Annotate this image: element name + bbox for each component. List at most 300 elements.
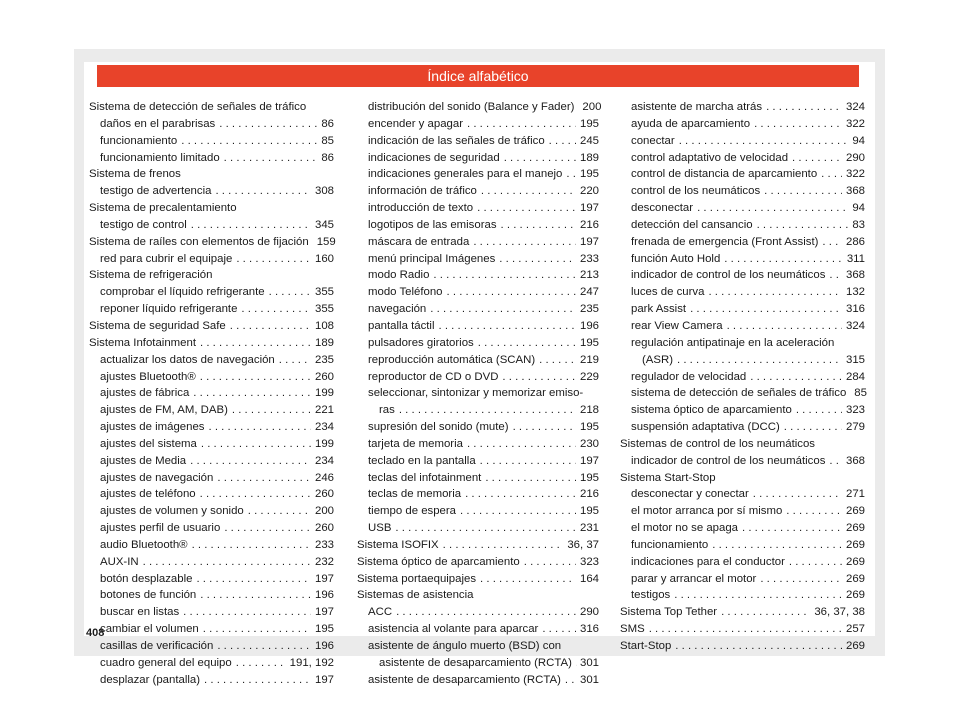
index-entry-label: ayuda de aparcamiento — [631, 117, 751, 130]
index-entry-label: teclado en la pantalla — [368, 454, 476, 467]
dot-leader — [443, 537, 564, 554]
index-entry — [357, 486, 599, 503]
index-entry — [357, 638, 599, 655]
index-entry-page: 345 — [314, 218, 334, 231]
index-entry-label: modo Teléfono — [368, 286, 443, 299]
index-entry-label: funcionamiento limitado — [100, 151, 220, 164]
dot-leader — [480, 453, 576, 470]
index-entry-label: funcionamiento — [100, 134, 178, 147]
dot-leader — [200, 587, 311, 604]
index-entry-label: Sistema portaequipajes — [357, 572, 477, 585]
index-entry-label: testigo de advertencia — [100, 185, 212, 198]
index-entry-label: sistema óptico de aparcamiento — [631, 404, 792, 417]
index-entry — [89, 116, 334, 133]
dot-leader — [792, 150, 842, 167]
index-entry — [620, 385, 865, 402]
dot-leader — [829, 267, 842, 284]
index-entry — [89, 520, 334, 537]
index-entry-label: pulsadores giratorios — [368, 336, 474, 349]
index-entry-page: 195 — [579, 168, 599, 181]
index-entry-label: ajustes perfil de usuario — [100, 522, 221, 535]
index-entry — [89, 369, 334, 386]
index-entry — [89, 150, 334, 167]
index-entry — [357, 587, 599, 604]
index-entry-page: 86 — [321, 117, 334, 130]
index-entry — [620, 470, 865, 487]
index-entry — [620, 520, 865, 537]
index-entry-page: 315 — [845, 353, 865, 366]
index-entry — [357, 470, 599, 487]
index-entry-page: 196 — [579, 319, 599, 332]
index-entry — [89, 318, 334, 335]
index-entry-page: 132 — [845, 286, 865, 299]
index-entry-label: ajustes de Media — [100, 454, 187, 467]
index-entry-page: 246 — [314, 471, 334, 484]
index-entry-label: asistente de marcha atrás — [631, 101, 763, 113]
index-entry-page: 316 — [845, 303, 865, 316]
index-entry-label: información de tráfico — [368, 185, 477, 198]
index-entry-page: 197 — [314, 572, 334, 585]
index-entry-label: Sistema ISOFIX — [357, 538, 439, 551]
index-entry-page: 247 — [579, 286, 599, 299]
index-entry-label: detección del cansancio — [631, 218, 753, 231]
dot-leader — [539, 352, 576, 369]
index-entry-page: 197 — [314, 606, 334, 619]
index-entry-label: SMS — [620, 623, 645, 636]
dot-leader — [200, 369, 311, 386]
index-entry-page: 269 — [845, 589, 865, 602]
index-entry-page: 36, 37 — [567, 538, 599, 551]
index-entry-page: 196 — [314, 640, 334, 652]
index-entry-page: 216 — [579, 488, 599, 501]
index-entry — [620, 150, 865, 167]
dot-leader — [217, 638, 311, 655]
index-entry-label: botón desplazable — [100, 572, 193, 585]
index-entry-page: 324 — [845, 319, 865, 332]
index-entry-page: 231 — [579, 522, 599, 535]
index-entry-label: indicación de las señales de tráfico — [368, 134, 545, 147]
index-entry-label: parar y arrancar el motor — [631, 572, 757, 585]
index-entry-page: 216 — [579, 218, 599, 231]
index-entry-page: 368 — [845, 185, 865, 198]
index-entry-page: 269 — [845, 522, 865, 535]
dot-leader — [750, 369, 842, 386]
index-entry-page: 195 — [579, 117, 599, 130]
index-entry-label: desconectar y conectar — [631, 488, 749, 501]
index-entry — [620, 99, 865, 116]
index-entry-label: distribución del sonido (Balance y Fader) — [368, 101, 575, 113]
dot-leader — [480, 571, 576, 588]
index-entry-label: regulación antipatinaje en la aceleración — [631, 336, 835, 349]
index-entry — [89, 234, 334, 251]
index-entry-page: 94 — [852, 134, 865, 147]
dot-leader — [241, 301, 311, 318]
dot-leader — [674, 587, 842, 604]
index-entry-page: 200 — [314, 505, 334, 518]
index-entry-label: tiempo de espera — [368, 505, 457, 518]
index-entry — [89, 587, 334, 604]
index-entry — [357, 520, 599, 537]
index-entry — [357, 335, 599, 352]
index-entry-page: 308 — [314, 185, 334, 198]
index-entry — [89, 672, 334, 689]
index-entry — [89, 621, 334, 638]
index-entry-label: red para cubrir el equipaje — [100, 252, 233, 265]
index-entry — [357, 99, 602, 116]
dot-leader — [200, 335, 311, 352]
index-entry-label: seleccionar, sintonizar y memorizar emiso- — [368, 387, 584, 400]
dot-leader — [269, 284, 311, 301]
index-entry — [620, 604, 865, 621]
index-entry-page: 324 — [845, 101, 865, 113]
index-entry-page: 218 — [579, 404, 599, 417]
index-entry-label: teclas de memoria — [368, 488, 462, 501]
index-entry-page: 271 — [845, 488, 865, 501]
index-entry-label: cuadro general del equipo — [100, 656, 232, 669]
index-entry-label: Sistema Top Tether — [620, 606, 718, 619]
index-entry — [89, 200, 334, 217]
dot-leader — [764, 183, 842, 200]
dot-leader — [753, 486, 842, 503]
index-entry — [620, 503, 865, 520]
dot-leader — [230, 318, 311, 335]
index-entry-page: 355 — [314, 303, 334, 316]
dot-leader — [183, 604, 311, 621]
index-entry-label: ajustes de FM, AM, DAB) — [100, 404, 228, 417]
dot-leader — [467, 116, 576, 133]
dot-leader — [786, 503, 842, 520]
dot-leader — [473, 234, 576, 251]
index-entry-label: daños en el parabrisas — [100, 117, 216, 130]
index-entry-page: 221 — [314, 404, 334, 417]
dot-leader — [754, 116, 842, 133]
index-entry-label: ajustes de navegación — [100, 471, 214, 484]
index-entry-label: ajustes Bluetooth® — [100, 370, 196, 383]
index-entry-label: desconectar — [631, 202, 694, 215]
index-entry — [357, 284, 599, 301]
dot-leader — [201, 436, 311, 453]
index-entry-page: 108 — [314, 319, 334, 332]
index-entry — [89, 571, 334, 588]
index-entry — [357, 419, 599, 436]
index-entry-page: 229 — [579, 370, 599, 383]
dot-leader — [499, 251, 576, 268]
dot-leader — [203, 621, 311, 638]
index-entry-label: conectar — [631, 134, 675, 147]
index-entry — [620, 571, 865, 588]
index-entry — [89, 486, 334, 503]
index-entry-page: 189 — [314, 336, 334, 349]
index-entry — [89, 335, 334, 352]
index-entry-label: funcionamiento — [631, 538, 709, 551]
index-entry — [89, 638, 334, 655]
dot-leader — [822, 234, 842, 251]
dot-leader — [565, 672, 576, 689]
index-entry-label: Start-Stop — [620, 640, 672, 652]
index-entry — [357, 621, 599, 638]
index-entry-label: comprobar el líquido refrigerante — [100, 286, 265, 299]
dot-leader — [549, 133, 576, 150]
dot-leader — [192, 537, 311, 554]
index-entry — [620, 402, 865, 419]
index-entry-label: Sistema de seguridad Safe — [89, 319, 226, 332]
index-entry — [620, 116, 865, 133]
dot-leader — [395, 520, 576, 537]
index-entry-label: casillas de verificación — [100, 640, 214, 652]
index-entry — [620, 419, 865, 436]
index-entry-page: 355 — [314, 286, 334, 299]
index-entry-label: control de los neumáticos — [631, 185, 761, 198]
index-entry — [357, 436, 599, 453]
index-entry-label: Sistemas de asistencia — [357, 589, 474, 602]
dot-leader — [677, 352, 842, 369]
dot-leader — [766, 99, 842, 116]
index-entry-label: luces de curva — [631, 286, 705, 299]
index-entry-label: testigos — [631, 589, 671, 602]
index-entry-label: ajustes de fábrica — [100, 387, 190, 400]
index-entry-page: 230 — [579, 437, 599, 450]
index-entry — [620, 234, 865, 251]
index-entry-label: encender y apagar — [368, 117, 463, 130]
dot-leader — [757, 217, 849, 234]
index-entry-page: 233 — [314, 538, 334, 551]
dot-leader — [712, 537, 842, 554]
index-entry-label: desplazar (pantalla) — [100, 673, 201, 686]
index-entry-label: indicaciones de seguridad — [368, 151, 500, 164]
index-entry-label: indicaciones generales para el manejo — [368, 168, 563, 181]
index-entry-label: Sistema de raíles con elementos de fijación — [89, 235, 309, 248]
index-entry-label: reproducción automática (SCAN) — [368, 353, 536, 366]
index-entry — [357, 150, 599, 167]
index-entry-label: Sistema Infotainment — [89, 336, 196, 349]
index-entry-page: 323 — [845, 404, 865, 417]
index-entry-page: 260 — [314, 370, 334, 383]
index-entry-page: 191, 192 — [289, 656, 334, 669]
dot-leader — [430, 301, 576, 318]
index-entry-page: 195 — [579, 471, 599, 484]
index-entry-page: 85 — [854, 387, 867, 400]
index-entry — [89, 470, 334, 487]
dot-leader — [727, 318, 842, 335]
dot-leader — [690, 301, 842, 318]
index-entry-label: suspensión adaptativa (DCC) — [631, 421, 780, 434]
index-entry-page: 159 — [316, 235, 336, 248]
index-entry-label: indicaciones para el conductor — [631, 555, 785, 568]
index-entry-label: Sistema Start-Stop — [620, 471, 716, 484]
index-entry — [357, 503, 599, 520]
index-entry-label: introducción de texto — [368, 202, 474, 215]
dot-leader — [742, 520, 842, 537]
index-entry-label: ajustes de imágenes — [100, 421, 205, 434]
index-entry — [620, 352, 865, 369]
dot-leader — [796, 402, 842, 419]
index-entry-page: 195 — [314, 623, 334, 636]
index-entry-page: 197 — [314, 673, 334, 686]
index-entry — [357, 655, 599, 672]
index-entry — [620, 554, 865, 571]
index-entry — [620, 133, 865, 150]
dot-leader — [760, 571, 842, 588]
index-entry — [357, 267, 599, 284]
index-entry-page: 86 — [321, 151, 334, 164]
dot-leader — [721, 604, 810, 621]
index-entry — [89, 655, 334, 672]
index-entry — [89, 301, 334, 318]
index-entry-label: actualizar los datos de navegación — [100, 353, 275, 366]
index-entry — [357, 200, 599, 217]
index-entry-page: 197 — [579, 202, 599, 215]
index-column-1 — [89, 99, 334, 689]
dot-leader — [649, 621, 842, 638]
index-entry — [89, 99, 334, 116]
index-entry — [89, 385, 334, 402]
index-entry-label: sistema de detección de señales de tráfico — [631, 387, 847, 400]
index-entry — [357, 604, 599, 621]
index-entry-label: buscar en listas — [100, 606, 180, 619]
dot-leader — [248, 503, 311, 520]
index-entry-label: Sistema de detección de señales de tráfico — [89, 101, 307, 113]
dot-leader — [566, 166, 576, 183]
index-entry-label: botones de función — [100, 589, 197, 602]
index-entry — [620, 453, 865, 470]
index-entry-page: 279 — [845, 421, 865, 434]
dot-leader — [542, 621, 576, 638]
index-entry — [357, 166, 599, 183]
index-entry — [357, 318, 599, 335]
index-entry-page: 199 — [314, 387, 334, 400]
dot-leader — [204, 672, 311, 689]
index-entry-page: 195 — [579, 505, 599, 518]
index-entry-label: rear View Camera — [631, 319, 723, 332]
index-entry-label: logotipos de las emisoras — [368, 218, 497, 231]
section-title-banner: Índice alfabético — [97, 65, 859, 87]
dot-leader — [460, 503, 576, 520]
dot-leader — [143, 554, 311, 571]
dot-leader — [236, 251, 311, 268]
index-entry-page: 245 — [579, 134, 599, 147]
dot-leader — [217, 470, 311, 487]
index-entry-label: ras — [379, 404, 395, 417]
index-entry — [620, 638, 865, 655]
index-entry — [620, 251, 865, 268]
dot-leader — [196, 571, 311, 588]
dot-leader — [679, 133, 849, 150]
index-entry-page: 286 — [845, 235, 865, 248]
dot-leader — [224, 150, 318, 167]
index-entry — [620, 436, 865, 453]
index-column-3 — [620, 99, 865, 655]
dot-leader — [232, 402, 311, 419]
index-entry-page: 316 — [579, 623, 599, 636]
dot-leader — [504, 150, 576, 167]
dot-leader — [724, 251, 843, 268]
index-entry-page: 160 — [314, 252, 334, 265]
dot-leader — [502, 369, 576, 386]
index-entry — [89, 251, 334, 268]
index-entry-page: 94 — [852, 202, 865, 215]
dot-leader — [219, 116, 317, 133]
dot-leader — [439, 318, 576, 335]
index-entry-page: 284 — [845, 370, 865, 383]
index-entry — [357, 133, 599, 150]
index-entry-page: 197 — [579, 454, 599, 467]
index-entry-label: menú principal Imágenes — [368, 252, 496, 265]
index-entry — [620, 369, 865, 386]
dot-leader — [697, 200, 848, 217]
dot-leader — [396, 604, 576, 621]
index-entry — [89, 554, 334, 571]
index-entry — [357, 453, 599, 470]
index-entry — [620, 284, 865, 301]
dot-leader — [467, 436, 576, 453]
index-entry-label: Sistema de frenos — [89, 168, 181, 181]
index-entry — [620, 486, 865, 503]
index-entry — [357, 672, 599, 689]
index-entry-label: máscara de entrada — [368, 235, 470, 248]
index-entry-page: 213 — [579, 269, 599, 282]
index-entry — [89, 284, 334, 301]
index-entry — [357, 301, 599, 318]
index-column-2 — [357, 99, 602, 689]
index-entry-label: reproductor de CD o DVD — [368, 370, 499, 383]
index-entry — [357, 352, 599, 369]
index-entry-label: navegación — [368, 303, 427, 316]
index-entry — [89, 604, 334, 621]
index-entry — [89, 402, 334, 419]
dot-leader — [279, 352, 311, 369]
index-entry-page: 220 — [579, 185, 599, 198]
dot-leader — [433, 267, 576, 284]
index-entry-label: pantalla táctil — [368, 319, 435, 332]
index-entry-label: asistente de desaparcamiento (RCTA) — [379, 656, 572, 669]
index-entry — [620, 217, 865, 234]
index-entry-label: supresión del sonido (mute) — [368, 421, 509, 434]
index-entry-label: testigo de control — [100, 218, 187, 231]
index-entry — [357, 217, 599, 234]
index-entry-label: regulador de velocidad — [631, 370, 747, 383]
dot-leader — [675, 638, 842, 655]
index-entry-page: 290 — [579, 606, 599, 619]
page-number: 408 — [86, 627, 105, 639]
index-entry-label: ajustes de volumen y sonido — [100, 505, 244, 518]
index-entry-page: 257 — [845, 623, 865, 636]
index-entry-label: USB — [368, 522, 392, 535]
index-entry-label: ajustes del sistema — [100, 437, 197, 450]
index-entry — [89, 217, 334, 234]
index-entry-page: 269 — [845, 640, 865, 652]
dot-leader — [501, 217, 576, 234]
index-entry-page: 83 — [852, 218, 865, 231]
dot-leader — [447, 284, 576, 301]
index-entry-page: 301 — [579, 673, 599, 686]
dot-leader — [708, 284, 842, 301]
index-entry-page: 368 — [845, 454, 865, 467]
index-entry-page: 269 — [845, 538, 865, 551]
dot-leader — [181, 133, 317, 150]
index-entry-label: control adaptativo de velocidad — [631, 151, 789, 164]
dot-leader — [513, 419, 576, 436]
index-entry-page: 235 — [314, 353, 334, 366]
dot-leader — [481, 183, 576, 200]
index-entry-page: 235 — [579, 303, 599, 316]
dot-leader — [399, 402, 576, 419]
index-entry-page: 234 — [314, 421, 334, 434]
index-entry — [89, 537, 334, 554]
dot-leader — [821, 166, 842, 183]
index-entry-label: Sistema de refrigeración — [89, 269, 213, 282]
index-entry — [357, 571, 599, 588]
index-entry-label: (ASR) — [642, 353, 674, 366]
